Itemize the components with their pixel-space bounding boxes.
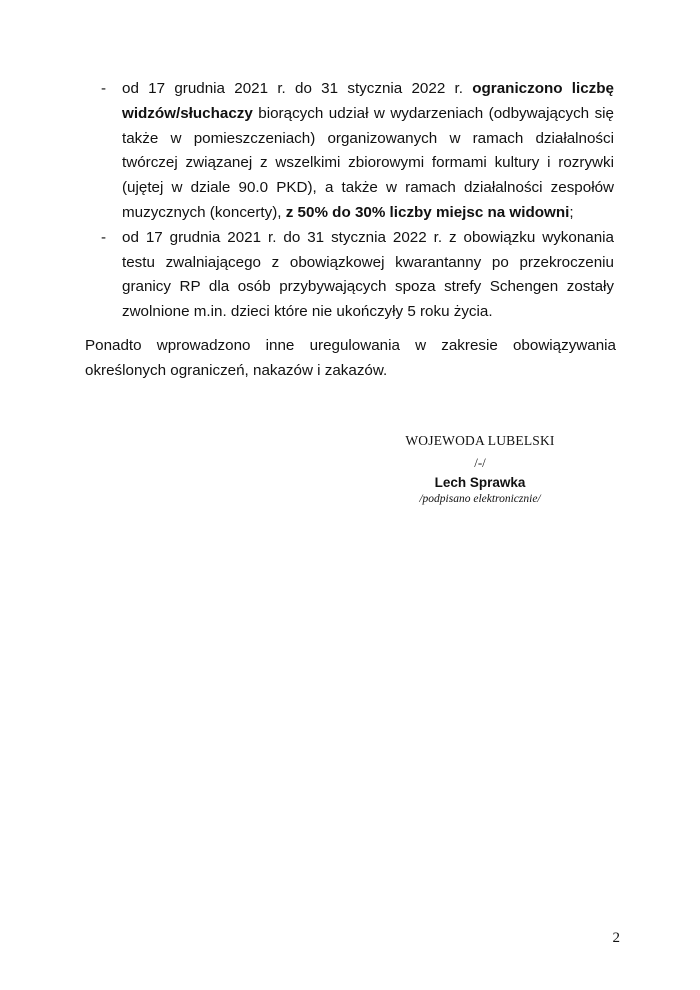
list-item [0, 226, 700, 325]
list-item [0, 77, 700, 226]
bold-phrase: z 50% do 30% liczby miejsc na widowni [285, 203, 570, 221]
signature-note: /podpisano elektronicznie/ [419, 493, 541, 505]
list-bullet: - [101, 228, 107, 246]
closing-paragraph: Ponadto wprowadzono inne uregulowania w zakresie obowiązywania określonych ograniczeń, nakazów i zakazów. [85, 337, 616, 379]
bold-phrase: ograniczono liczbę widzów/słuchaczy [122, 80, 615, 122]
signatory-name: Lech Sprawka [434, 475, 526, 490]
signature-mark: /-/ [474, 455, 486, 470]
list-item-text: od 17 grudnia 2021 r. do 31 stycznia 2022 r. ograniczono liczbę widzów/słuchaczy biorących udział w wydarzeniach (odbywających się także w pomieszczeniach) organizowanych w ramach działalności twórczej związanej z wszelkimi zbiorowymi formami kultury i rozrywki (ujętej w dziale 90.0 PKD), a także w ramach działalności zespołów muzycznych (koncerty), z 50% do 30% liczby miejsc na widowni; [122, 80, 615, 221]
page-number: 2 [612, 930, 620, 946]
signature-block [380, 432, 580, 507]
signatory-title: WOJEWODA LUBELSKI [405, 433, 555, 448]
restrictions-list [0, 77, 700, 325]
list-item-text: od 17 grudnia 2021 r. do 31 stycznia 2022 r. z obowiązku wykonania testu zwalniającego z obowiązkowej kwarantanny po przekroczeniu granicy RP dla osób przybywających spoza strefy Schengen zostały zwolnione m.in. dzieci które nie ukończyły 5 roku życia. [122, 228, 614, 321]
list-bullet: - [101, 80, 107, 97]
